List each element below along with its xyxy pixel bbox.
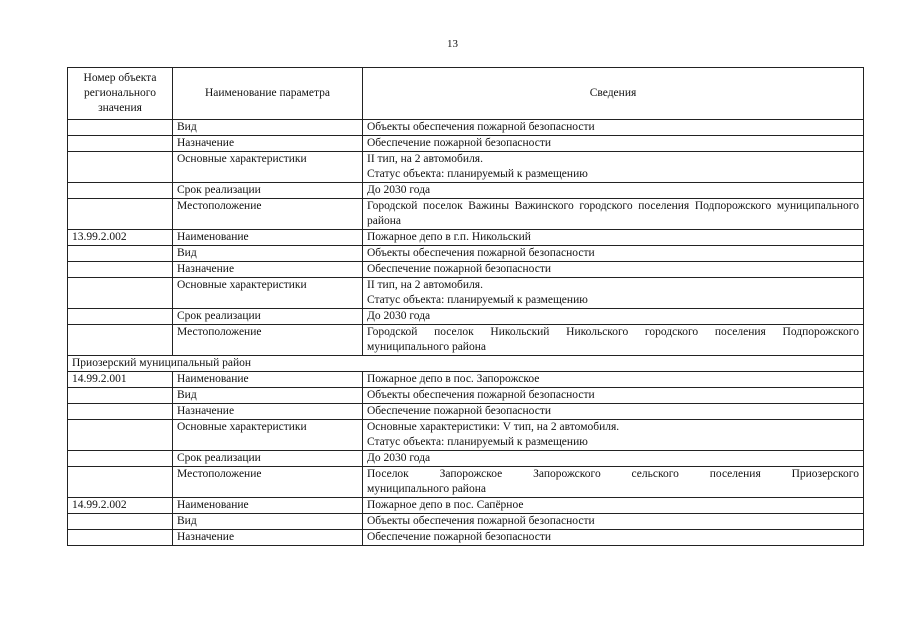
value-cell xyxy=(363,420,864,451)
table-row xyxy=(68,451,864,467)
value-cell: Обеспечение пожарной безопасности xyxy=(363,404,864,420)
value-word: поселения xyxy=(709,468,761,480)
value-line: муниципального района xyxy=(367,483,486,495)
table-row xyxy=(68,120,864,136)
value-word: сельского xyxy=(631,468,679,480)
value-cell: Объекты обеспечения пожарной безопасности xyxy=(363,246,864,262)
object-id-cell xyxy=(68,199,173,230)
value-line: Статус объекта: планируемый к размещению xyxy=(367,168,588,180)
value-cell: Пожарное депо в пос. Запорожское xyxy=(363,372,864,388)
table-row xyxy=(68,467,864,498)
header-parameter: Наименование параметра xyxy=(173,68,363,120)
value-cell xyxy=(363,278,864,309)
object-id-cell xyxy=(68,388,173,404)
object-id-cell: 14.99.2.002 xyxy=(68,498,173,514)
value-line: II тип, на 2 автомобиля. xyxy=(367,153,483,165)
value-cell: Городской поселок Никольский Никольского городского поселения Подпорожского муниципального района xyxy=(363,325,864,356)
object-id-cell xyxy=(68,514,173,530)
table-row xyxy=(68,325,864,356)
table-row xyxy=(68,404,864,420)
table-row xyxy=(68,199,864,230)
value-word: Запорожское xyxy=(439,468,503,480)
param-cell: Местоположение xyxy=(173,325,363,356)
table-row xyxy=(68,230,864,246)
object-id-cell xyxy=(68,451,173,467)
param-cell: Наименование xyxy=(173,230,363,246)
object-id-cell: 13.99.2.002 xyxy=(68,230,173,246)
value-cell: До 2030 года xyxy=(363,451,864,467)
object-id-cell xyxy=(68,262,173,278)
object-id-cell xyxy=(68,325,173,356)
value-cell: Городской поселок Важины Важинского городского поселения Подпорожского муниципального района xyxy=(363,199,864,230)
param-cell: Вид xyxy=(173,388,363,404)
param-cell: Вид xyxy=(173,120,363,136)
object-id-cell xyxy=(68,404,173,420)
param-cell: Назначение xyxy=(173,530,363,546)
table-row xyxy=(68,498,864,514)
section-row xyxy=(68,356,864,372)
param-cell: Срок реализации xyxy=(173,309,363,325)
value-cell: Объекты обеспечения пожарной безопасности xyxy=(363,514,864,530)
value-cell: Обеспечение пожарной безопасности xyxy=(363,530,864,546)
object-id-cell xyxy=(68,152,173,183)
table-row xyxy=(68,309,864,325)
object-id-cell xyxy=(68,467,173,498)
table-header-row xyxy=(68,68,864,120)
value-cell: Объекты обеспечения пожарной безопасности xyxy=(363,120,864,136)
value-cell: До 2030 года xyxy=(363,183,864,199)
header-object-number: Номер объекта регионального значения xyxy=(68,68,173,120)
value-line: II тип, на 2 автомобиля. xyxy=(367,279,483,291)
param-cell: Срок реализации xyxy=(173,451,363,467)
value-cell xyxy=(363,467,864,498)
object-id-cell xyxy=(68,120,173,136)
object-id-cell xyxy=(68,136,173,152)
value-line: Основные характеристики: V тип, на 2 автомобиля. xyxy=(367,421,620,433)
param-cell: Местоположение xyxy=(173,467,363,498)
value-word: Приозерского xyxy=(791,468,859,480)
page-number: 13 xyxy=(447,38,458,50)
table-row xyxy=(68,420,864,451)
value-line: Статус объекта: планируемый к размещению xyxy=(367,436,588,448)
table-row xyxy=(68,262,864,278)
object-id-cell xyxy=(68,278,173,309)
object-id-cell xyxy=(68,246,173,262)
param-cell: Основные характеристики xyxy=(173,420,363,451)
param-cell: Местоположение xyxy=(173,199,363,230)
param-cell: Срок реализации xyxy=(173,183,363,199)
value-cell: Пожарное депо в г.п. Никольский xyxy=(363,230,864,246)
value-word: Запорожского xyxy=(533,468,601,480)
object-id-cell xyxy=(68,530,173,546)
table-row xyxy=(68,514,864,530)
value-cell: Объекты обеспечения пожарной безопасности xyxy=(363,388,864,404)
table-row xyxy=(68,530,864,546)
param-cell: Назначение xyxy=(173,262,363,278)
object-id-cell xyxy=(68,420,173,451)
param-cell: Основные характеристики xyxy=(173,278,363,309)
value-cell: До 2030 года xyxy=(363,309,864,325)
object-id-cell xyxy=(68,183,173,199)
section-title: Приозерский муниципальный район xyxy=(68,356,864,372)
value-cell: Обеспечение пожарной безопасности xyxy=(363,262,864,278)
table-row xyxy=(68,152,864,183)
table-row xyxy=(68,136,864,152)
table-row xyxy=(68,246,864,262)
param-cell: Вид xyxy=(173,246,363,262)
param-cell: Вид xyxy=(173,514,363,530)
param-cell: Назначение xyxy=(173,136,363,152)
object-id-cell xyxy=(68,309,173,325)
value-line: Статус объекта: планируемый к размещению xyxy=(367,294,588,306)
table-row xyxy=(68,388,864,404)
param-cell: Наименование xyxy=(173,498,363,514)
value-cell: Обеспечение пожарной безопасности xyxy=(363,136,864,152)
table-row xyxy=(68,183,864,199)
object-id-cell: 14.99.2.001 xyxy=(68,372,173,388)
param-cell: Назначение xyxy=(173,404,363,420)
value-word: Поселок xyxy=(367,468,409,480)
regional-objects-table xyxy=(67,67,864,546)
table-row xyxy=(68,372,864,388)
value-line-spread xyxy=(367,467,859,482)
param-cell: Наименование xyxy=(173,372,363,388)
value-cell: Пожарное депо в пос. Сапёрное xyxy=(363,498,864,514)
value-cell xyxy=(363,152,864,183)
header-info: Сведения xyxy=(363,68,864,120)
table-row xyxy=(68,278,864,309)
param-cell: Основные характеристики xyxy=(173,152,363,183)
